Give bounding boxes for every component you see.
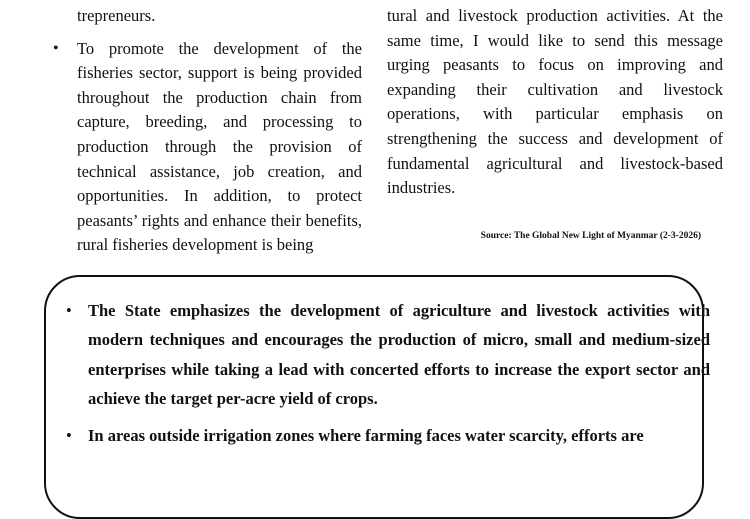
left-top-fragment: trepreneurs.	[77, 6, 156, 25]
highlight-item-text: In areas outside irrigation zones where farming faces water scarcity, efforts are	[88, 426, 644, 446]
highlight-item-text: The State emphasizes the development of agriculture and livestock activities with modern techniques and encourages the production of micro, small and medium-sized enterprises while taking a lead with concerted efforts to increase the export sector and achieve the target per-acre yield of crops.	[88, 301, 710, 408]
fisheries-bullet-text: To promote the development of the fisheries sector, support is being provided throughout the production chain from capture, breeding, and processing to production through the provision of technical assistance, job creation, and opportunities. In addition, to protect peasants’ rights and enhance their benefits, rural fisheries development is being	[77, 38, 362, 255]
bullet-icon: •	[53, 39, 59, 57]
right-column-text: tural and livestock production activities. At the same time, I would like to send this message urging peasants to focus on improving and expanding their cultivation and livestock operations, with particular emphasis on strengthening the success and development of fundamental agricultural and livestock-based industries.	[387, 6, 723, 198]
highlight-item	[60, 421, 710, 450]
left-column	[48, 4, 362, 258]
bullet-icon: •	[66, 426, 72, 446]
fisheries-bullet	[48, 37, 362, 258]
highlight-box-list	[60, 296, 710, 458]
bullet-icon: •	[66, 301, 72, 320]
right-column	[387, 4, 723, 201]
highlight-item	[60, 296, 710, 413]
source-citation: Source: The Global New Light of Myanmar (2-3-2026)	[480, 231, 701, 241]
